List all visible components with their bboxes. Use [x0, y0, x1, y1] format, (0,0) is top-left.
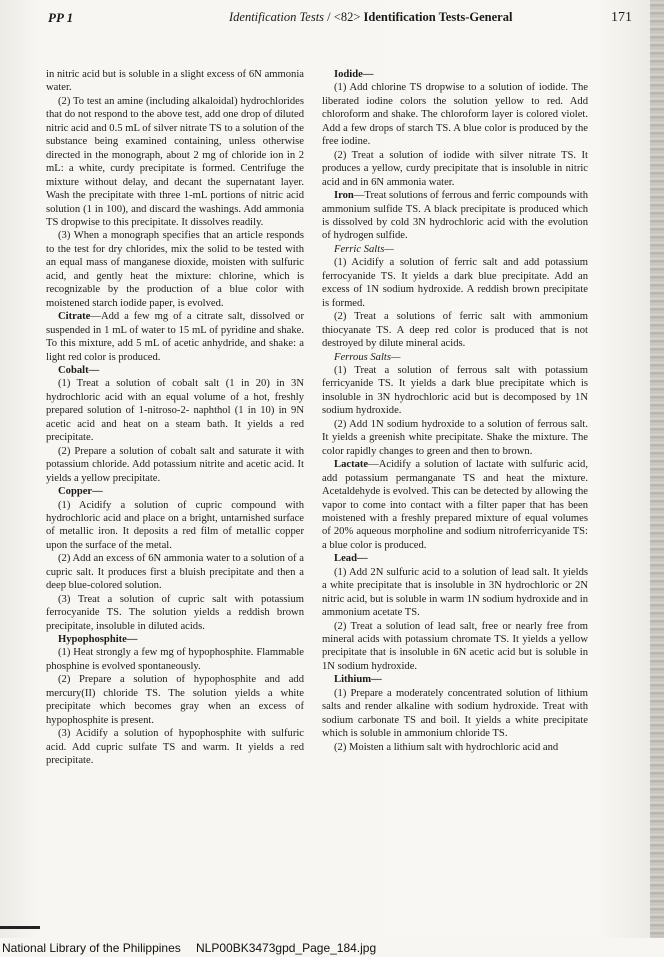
paragraph: (1) Treat a solution of cobalt salt (1 in 20) in 3N hydrochloric acid with an equal volume of a hot, freshly prepared solution of 1-nitroso-2- naphthol (1 in 10) in 9N acetic acid and heat on a steam bath. It yields a red precipitate. — [46, 378, 304, 444]
section-heading: Cobalt— — [58, 364, 100, 376]
paragraph: (1) Acidify a solution of ferric salt and add potassium ferrocyanide TS. It yields a dark blue precipitate. Add an excess of 1N sodium hydroxide. A reddish brown precipitate is formed. — [322, 257, 588, 309]
inline-heading: Lactate — [334, 459, 369, 471]
paragraph: (2) To test an amine (including alkaloidal) hydrochlorides that do not respond to the above test, add one drop of diluted nitric acid and 0.5 mL of silver nitrate TS to a solution of the substance being examined containing, unless otherwise directed in the monograph, about 2 mg of chloride ion in 2 mL: a white, curdy precipitate is formed. Centrifuge the mixture without delay, and decant the supernatant layer. Wash the precipitate with three 1-mL portions of nitric acid solution (1 in 100), and discard the washings. Add ammonia TS dropwise to this precipitate. It dissolves readily. — [46, 95, 304, 228]
scan-mark — [0, 926, 40, 929]
paragraph: (2) Treat a solutions of ferric salt with ammonium thiocyanate TS. A deep red color is produced that is not destroyed by dilute mineral acids. — [322, 311, 588, 350]
book-spine-edge — [650, 0, 664, 940]
inline-heading: Iron — [334, 190, 354, 202]
paragraph-with-heading — [322, 458, 588, 552]
paragraph: (2) Add 1N sodium hydroxide to a solution of ferrous salt. It yields a greenish white precipitate. Shake the mixture. The color rapidly changes to green and then to brown. — [322, 418, 588, 457]
subsection-heading: Ferric Salts— — [334, 243, 394, 255]
paragraph: (1) Prepare a moderately concentrated solution of lithium salts and render alkaline with sodium hydroxide. Treat with sodium carbonate TS and boil. It yields a white precipitate which is soluble in ammonium chloride TS. — [322, 687, 588, 740]
header-chapter-code: <82> — [333, 10, 361, 24]
left-text-column — [46, 68, 304, 768]
section-heading: Hypophosphite— — [58, 634, 138, 646]
paragraph: (2) Prepare a solution of cobalt salt and saturate it with potassium chloride. Add potassium nitrite and acetic acid. It yields a yellow precipitate. — [46, 445, 304, 484]
paragraph: (1) Add chlorine TS dropwise to a solution of iodide. The liberated iodine colors the solution yellow to red. Add chloroform and shake. The chloroform layer is colored violet. Add a few drops of starch TS. A blue color is produced by the free iodine. — [322, 82, 588, 148]
paragraph: (2) Treat a solution of iodide with silver nitrate TS. It produces a yellow, curdy precipitate that is insoluble in nitric acid and in 6N ammonia water. — [322, 149, 588, 188]
paragraph: (1) Treat a solution of ferrous salt with potassium ferricyanide TS. It yields a dark blue precipitate which is insoluble in 3N hydrochloric acid but is decomposed by 1N sodium hydroxide. — [322, 364, 588, 417]
scan-footer — [0, 938, 664, 957]
paragraph-with-heading — [46, 310, 304, 364]
paragraph: (3) Acidify a solution of hypophosphite with sulfuric acid. Add cupric sulfate TS and warm. It yields a red precipitate. — [46, 728, 304, 767]
section-heading: Lead— — [334, 553, 368, 565]
section-heading: Copper— — [58, 486, 103, 498]
paragraph-text: —Acidify a solution of lactate with sulfuric acid, add potassium permanganate TS and heat the mixture. Acetaldehyde is evolved. This can be detected by allowing the vapor to come into contact with a filter paper that has been moistened with a freshly prepared mixture of equal volumes of 20% aqueous morpholine and sodium nitroferricyanide TS: a blue color is produced. — [322, 459, 588, 551]
header-separator: / — [324, 10, 334, 24]
paragraph-text: —Add a few mg of a citrate salt, dissolved or suspended in 1 mL of water to 15 mL of pyridine and shake. To this mixture, add 5 mL of acetic anhydride, and shake: a light red color is produced. — [46, 311, 304, 363]
paragraph-text: —Treat solutions of ferrous and ferric compounds with ammonium sulfide TS. A black precipitate is produced which is dissolved by cold 3N hydrochloric acid with the evolution of hydrogen sulfide. — [322, 190, 588, 242]
paragraph-continued: in nitric acid but is soluble in a slight excess of 6N ammonia water. — [46, 69, 304, 94]
footer-filename: NLP00BK3473gpd_Page_184.jpg — [196, 941, 377, 955]
paragraph: (3) When a monograph specifies that an article responds to the test for dry chlorides, mix the solid to be tested with an equal mass of manganese dioxide, moisten with sulfuric acid, and gently heat the mixture: chlorine, which is recognizable by the production of a blue color with moistened starch iodide paper, is evolved. — [46, 230, 304, 309]
header-italic-title: Identification Tests — [229, 10, 325, 24]
paragraph: (1) Acidify a solution of cupric compound with hydrochloric acid and place on a bright, untarnished surface of metallic iron. It deposits a red film of metallic copper upon the surface of the metal. — [46, 499, 304, 551]
subsection-heading: Ferrous Salts— — [334, 351, 401, 363]
footer-library-name: National Library of the Philippines — [2, 941, 181, 955]
paragraph: (3) Treat a solution of cupric salt with potassium ferrocyanide TS. The solution yields a reddish brown precipitate, insoluble in diluted acids. — [46, 593, 304, 632]
header-section-title — [229, 10, 512, 25]
paragraph: (1) Add 2N sulfuric acid to a solution of lead salt. It yields a white precipitate that is insoluble in 3N hydrochloric or 2N nitric acid, but is soluble in warm 1N sodium hydroxide and in ammonium acetate TS. — [322, 566, 588, 619]
header-left-code: PP 1 — [48, 10, 74, 25]
paragraph-with-heading — [322, 189, 588, 243]
running-header — [44, 6, 632, 32]
paragraph: (2) Treat a solution of lead salt, free or nearly free from mineral acids with potassium chromate TS. It yields a yellow precipitate that is insoluble in 6N acetic acid but is soluble in 1N sodium hydroxide. — [322, 620, 588, 672]
section-heading: Lithium— — [334, 674, 382, 686]
header-bold-title: Identification Tests-General — [360, 10, 513, 24]
section-heading: Iodide— — [334, 69, 374, 80]
inline-heading: Citrate — [58, 311, 91, 323]
paragraph: (2) Prepare a solution of hypophosphite and add mercury(II) chloride TS. The solution yields a white precipitate which becomes gray when an excess of hypophosphite is present. — [46, 674, 304, 726]
paragraph: (2) Add an excess of 6N ammonia water to a solution of a cupric salt. It produces first a bluish precipitate and then a deep blue-colored solution. — [46, 553, 304, 592]
right-text-column — [322, 68, 588, 754]
page-number: 171 — [611, 10, 632, 25]
paragraph: (1) Heat strongly a few mg of hypophosphite. Flammable phosphine is evolved spontaneously. — [46, 647, 304, 672]
paragraph: (2) Moisten a lithium salt with hydrochloric acid and — [334, 741, 559, 753]
